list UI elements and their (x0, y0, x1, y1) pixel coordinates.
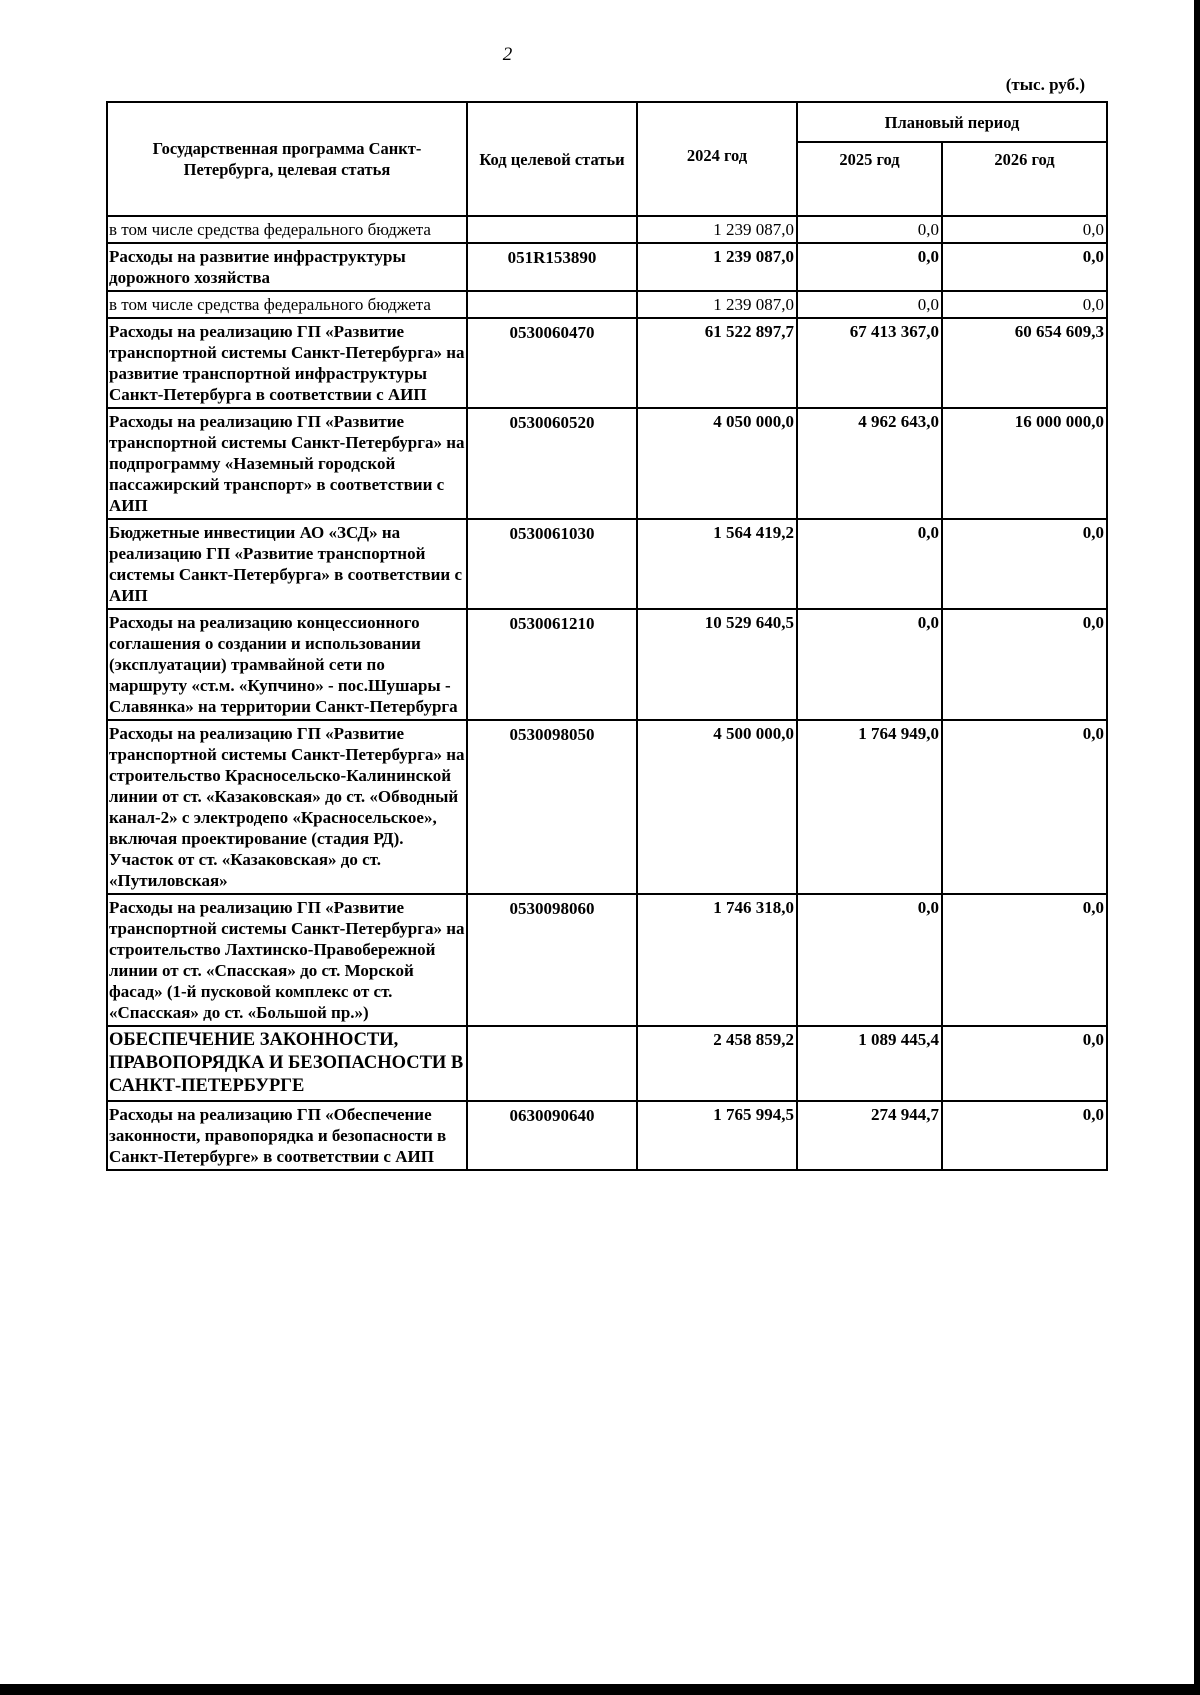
cell-2026: 60 654 609,3 (942, 318, 1107, 408)
cell-code: 0530098060 (467, 894, 637, 1026)
cell-2024: 1 239 087,0 (637, 243, 797, 291)
table-row (107, 291, 1107, 318)
cell-2026: 0,0 (942, 609, 1107, 720)
cell-2026: 0,0 (942, 894, 1107, 1026)
cell-2025: 0,0 (797, 243, 942, 291)
cell-2024: 1 746 318,0 (637, 894, 797, 1026)
scan-edge-right (1194, 0, 1200, 1695)
cell-code (467, 216, 637, 243)
cell-name: Бюджетные инвестиции АО «ЗСД» на реализацию ГП «Развитие транспортной системы Санкт-Петербурга» в соответствии с АИП (107, 519, 467, 609)
cell-name: Расходы на реализацию ГП «Развитие транспортной системы Санкт-Петербурга» на подпрограмму «Наземный городской пассажирский транспорт» в соответствии с АИП (107, 408, 467, 519)
cell-2024: 10 529 640,5 (637, 609, 797, 720)
budget-table (106, 101, 1108, 1171)
cell-2025: 274 944,7 (797, 1101, 942, 1170)
cell-2024: 1 765 994,5 (637, 1101, 797, 1170)
cell-code: 0530061210 (467, 609, 637, 720)
cell-2025: 0,0 (797, 609, 942, 720)
table-row (107, 243, 1107, 291)
cell-2026: 0,0 (942, 519, 1107, 609)
cell-name: Расходы на реализацию ГП «Обеспечение законности, правопорядка и безопасности в Санкт-Петербурге» в соответствии с АИП (107, 1101, 467, 1170)
table-row (107, 894, 1107, 1026)
table-row (107, 609, 1107, 720)
cell-code (467, 291, 637, 318)
cell-2025: 4 962 643,0 (797, 408, 942, 519)
cell-2024: 1 239 087,0 (637, 291, 797, 318)
cell-code: 0530061030 (467, 519, 637, 609)
cell-2025: 0,0 (797, 519, 942, 609)
cell-code: 0630090640 (467, 1101, 637, 1170)
cell-name: Расходы на реализацию ГП «Развитие транспортной системы Санкт-Петербурга» на строительство Лахтинско-Правобережной линии от ст. «Спасская» до ст. Морской фасад» (1-й пусковой комплекс от ст. «Спасская» до ст. «Большой пр.») (107, 894, 467, 1026)
cell-name: Расходы на реализацию концессионного соглашения о создании и использовании (эксплуатации) трамвайной сети по маршруту «ст.м. «Купчино» - пос.Шушары - Славянка» на территории Санкт-Петербурга (107, 609, 467, 720)
table-row (107, 216, 1107, 243)
table-body (107, 216, 1107, 1170)
cell-2026: 0,0 (942, 243, 1107, 291)
cell-name: Расходы на реализацию ГП «Развитие транспортной системы Санкт-Петербурга» на развитие транспортной инфраструктуры Санкт-Петербурга в соответствии с АИП (107, 318, 467, 408)
table-row (107, 1026, 1107, 1101)
cell-2026: 0,0 (942, 1101, 1107, 1170)
table-row (107, 318, 1107, 408)
table-row (107, 519, 1107, 609)
table-row (107, 720, 1107, 894)
header-2025: 2025 год (797, 142, 942, 216)
cell-2026: 0,0 (942, 216, 1107, 243)
header-planned-period: Плановый период (797, 102, 1107, 142)
cell-2026: 0,0 (942, 720, 1107, 894)
cell-2026: 0,0 (942, 1026, 1107, 1101)
cell-2025: 0,0 (797, 291, 942, 318)
table-row (107, 1101, 1107, 1170)
scan-edge-bottom (0, 1684, 1200, 1695)
header-2024: 2024 год (637, 102, 797, 216)
cell-name: Расходы на реализацию ГП «Развитие транспортной системы Санкт-Петербурга» на строительство Красносельско-Калининской линии от ст. «Казаковская» до ст. «Обводный канал-2» с электродепо «Красносельское», включая проектирование (стадия РД). Участок от ст. «Казаковская» до ст. «Путиловская» (107, 720, 467, 894)
cell-code: 051R153890 (467, 243, 637, 291)
cell-2025: 1 764 949,0 (797, 720, 942, 894)
header-program: Государственная программа Санкт-Петербурга, целевая статья (107, 102, 467, 216)
cell-2024: 2 458 859,2 (637, 1026, 797, 1101)
cell-2024: 4 500 000,0 (637, 720, 797, 894)
table-row (107, 408, 1107, 519)
header-2026: 2026 год (942, 142, 1107, 216)
cell-code (467, 1026, 637, 1101)
cell-name: ОБЕСПЕЧЕНИЕ ЗАКОННОСТИ, ПРАВОПОРЯДКА И БЕЗОПАСНОСТИ В САНКТ-ПЕТЕРБУРГЕ (107, 1026, 467, 1101)
cell-2025: 67 413 367,0 (797, 318, 942, 408)
cell-2024: 1 239 087,0 (637, 216, 797, 243)
page-number: 2 (502, 44, 513, 65)
cell-2024: 61 522 897,7 (637, 318, 797, 408)
cell-2025: 0,0 (797, 216, 942, 243)
cell-code: 0530060470 (467, 318, 637, 408)
cell-code: 0530098050 (467, 720, 637, 894)
header-code: Код целевой статьи (467, 102, 637, 216)
units-label: (тыс. руб.) (1005, 75, 1085, 94)
cell-code: 0530060520 (467, 408, 637, 519)
cell-name: в том числе средства федерального бюджета (107, 216, 467, 243)
cell-2026: 16 000 000,0 (942, 408, 1107, 519)
cell-2025: 1 089 445,4 (797, 1026, 942, 1101)
cell-2026: 0,0 (942, 291, 1107, 318)
header-row-1 (107, 102, 1107, 142)
cell-2024: 4 050 000,0 (637, 408, 797, 519)
cell-2025: 0,0 (797, 894, 942, 1026)
cell-2024: 1 564 419,2 (637, 519, 797, 609)
cell-name: в том числе средства федерального бюджета (107, 291, 467, 318)
cell-name: Расходы на развитие инфраструктуры дорожного хозяйства (107, 243, 467, 291)
